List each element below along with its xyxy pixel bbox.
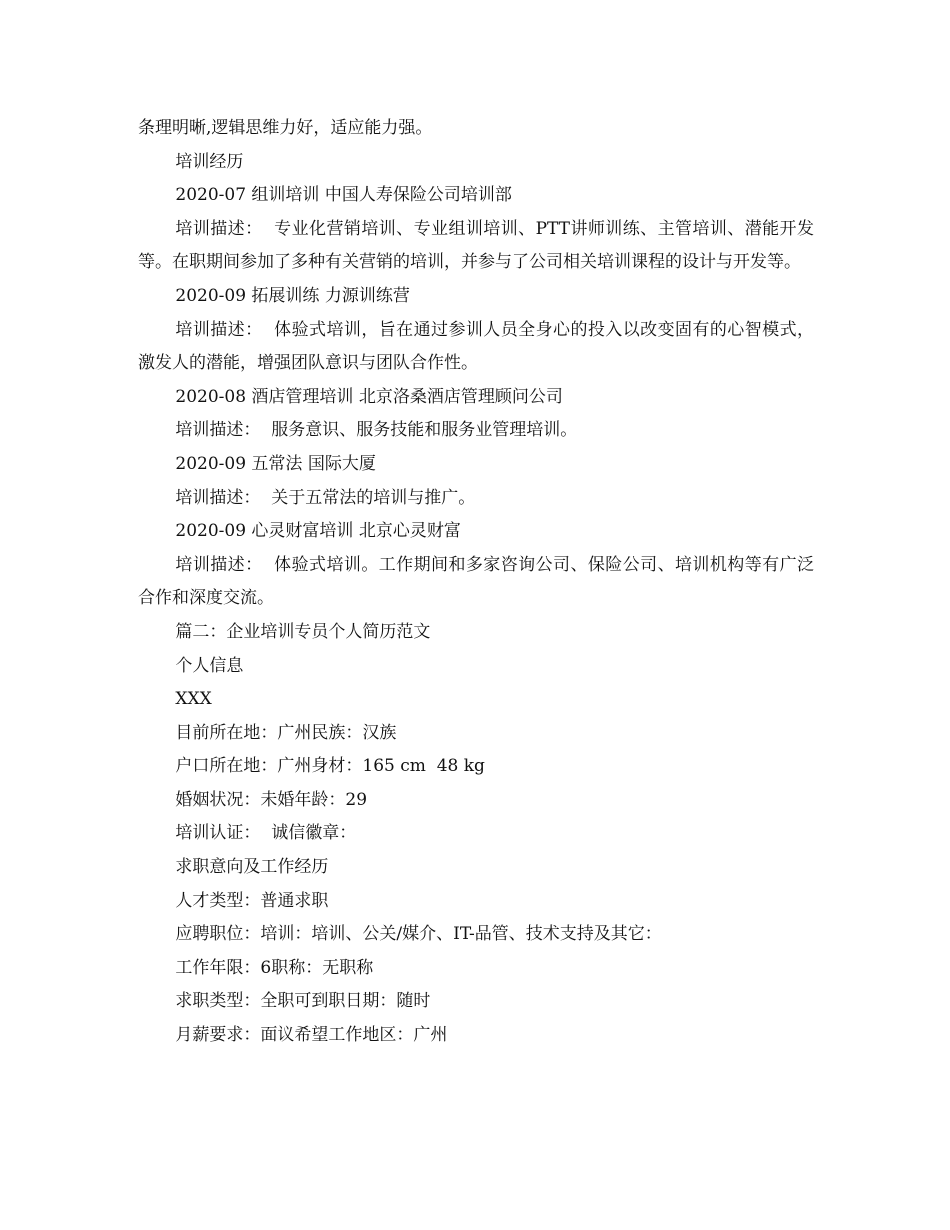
info-line-hukou: 户口所在地：广州身材：165 cm 48 kg xyxy=(175,756,485,777)
info-line-marital: 婚姻状况：未婚年龄：29 xyxy=(175,789,368,810)
info-line-location: 目前所在地：广州民族：汉族 xyxy=(175,722,397,743)
section-heading-training: 培训经历 xyxy=(175,151,244,172)
info-line-years: 工作年限：6职称：无职称 xyxy=(175,957,374,978)
training-entry-2: 2020-09 拓展训练 力源训练营 xyxy=(175,285,410,306)
training-description-4: 培训描述： 关于五常法的培训与推广。 xyxy=(175,487,476,508)
training-entry-1: 2020-07 组训培训 中国人寿保险公司培训部 xyxy=(175,185,512,206)
info-line-salary: 月薪要求：面议希望工作地区：广州 xyxy=(175,1025,448,1046)
candidate-name: XXX xyxy=(175,689,212,710)
info-line-talent-type: 人才类型：普通求职 xyxy=(175,890,329,911)
info-line-job-type: 求职类型：全职可到职日期：随时 xyxy=(175,991,431,1012)
training-description-1: 培训描述： 专业化营销培训、专业组训培训、PTT讲师训练、主管培训、潜能开发等。在职期间参加了多种有关营销的培训，并参与了公司相关培训课程的设计与开发等。 xyxy=(138,218,814,273)
training-description-3: 培训描述： 服务意识、服务技能和服务业管理培训。 xyxy=(175,420,578,441)
training-entry-5: 2020-09 心灵财富培训 北京心灵财富 xyxy=(175,521,461,542)
document-body xyxy=(138,112,814,1053)
section-heading-job-intention: 求职意向及工作经历 xyxy=(175,857,329,878)
training-description-2: 培训描述： 体验式培训，旨在通过参训人员全身心的投入以改变固有的心智模式，激发人的潜能，增强团队意识与团队合作性。 xyxy=(138,319,814,374)
training-description-5: 培训描述： 体验式培训。工作期间和多家咨询公司、保险公司、培训机构等有广泛合作和深度交流。 xyxy=(138,554,814,609)
info-line-certification: 培训认证： 诚信徽章： xyxy=(175,823,357,844)
training-entry-4: 2020-09 五常法 国际大厦 xyxy=(175,453,376,474)
chapter-title: 篇二：企业培训专员个人简历范文 xyxy=(175,621,431,642)
info-line-position: 应聘职位：培训：培训、公关/媒介、IT-品管、技术支持及其它： xyxy=(175,924,662,945)
training-entry-3: 2020-08 酒店管理培训 北京洛桑酒店管理顾问公司 xyxy=(175,386,563,407)
section-heading-personal-info: 个人信息 xyxy=(175,655,244,676)
paragraph-continuation: 条理明晰,逻辑思维力好，适应能力强。 xyxy=(138,118,433,138)
